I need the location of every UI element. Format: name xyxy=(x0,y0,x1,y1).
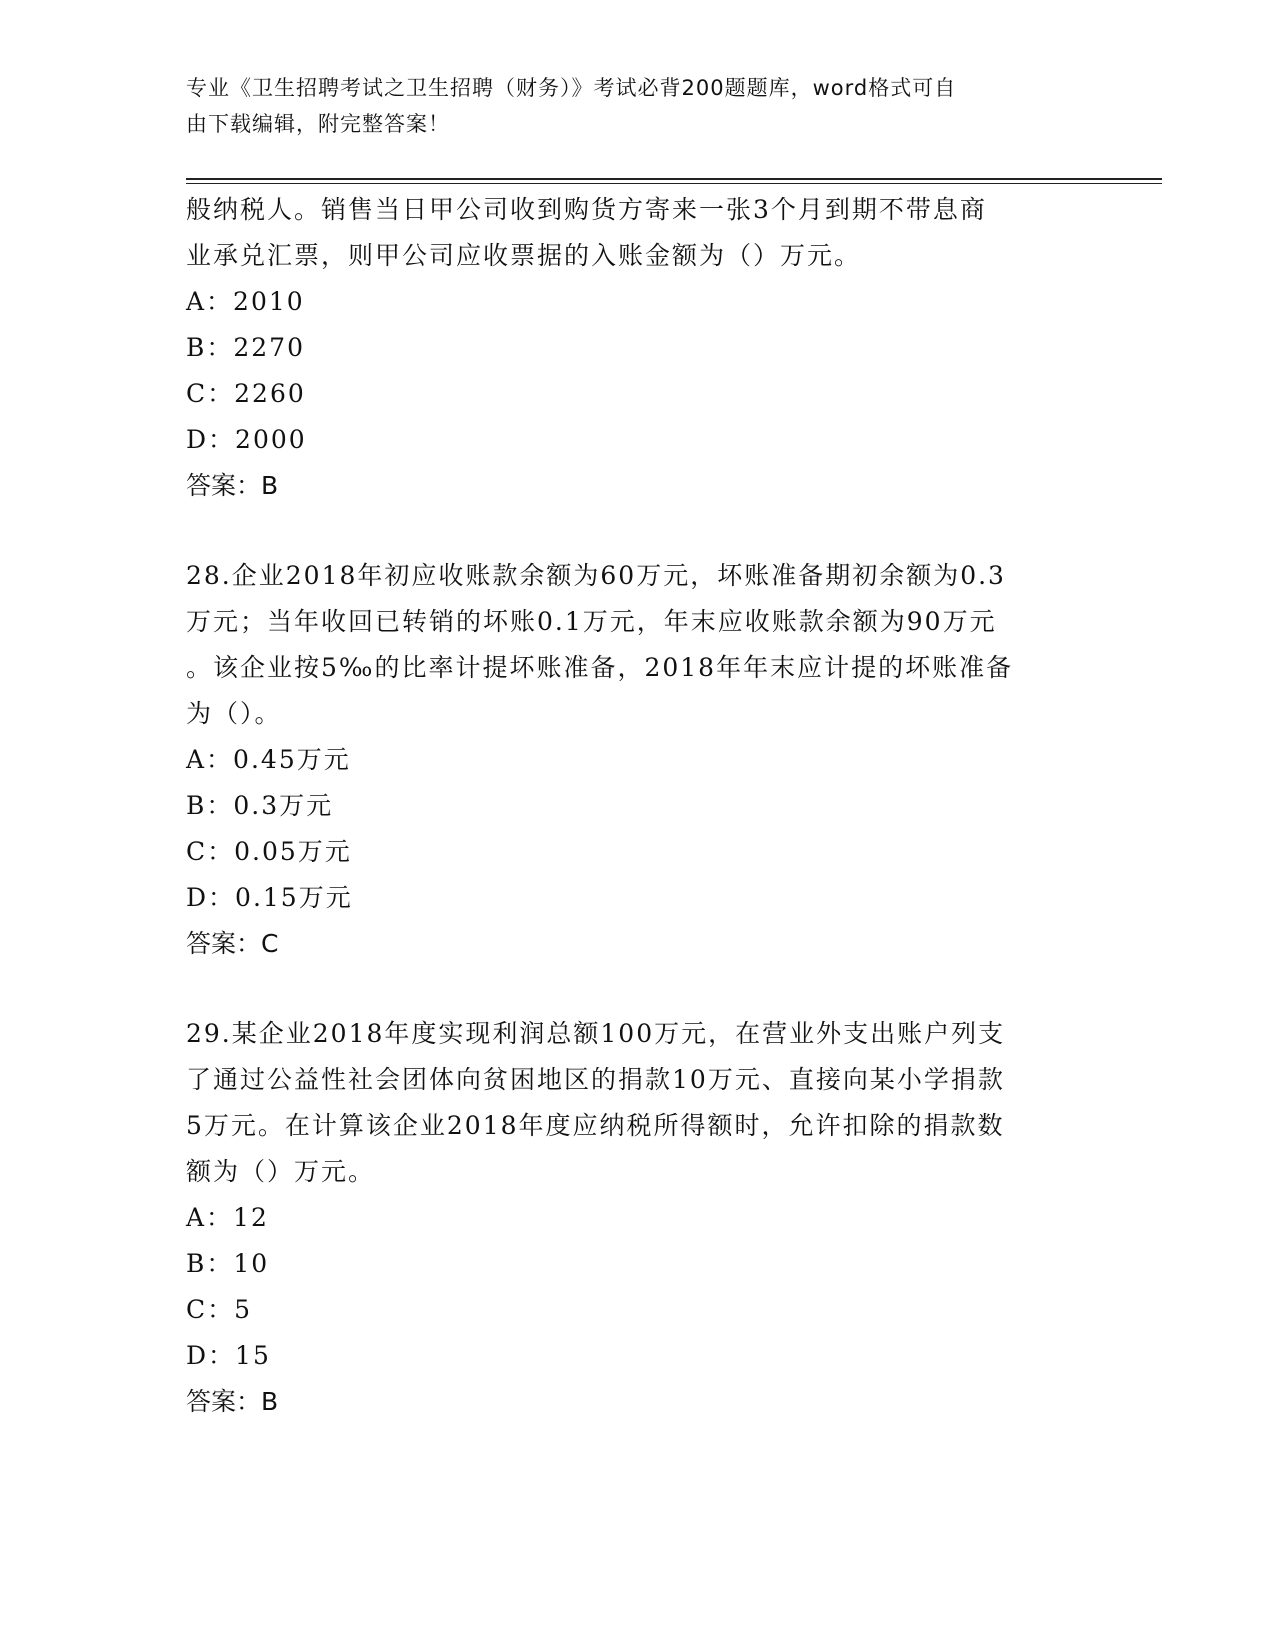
answer-line: 答案：B xyxy=(186,1387,279,1416)
option-a: A：12 xyxy=(186,1203,269,1232)
question-stem-line: 。该企业按5‰的比率计提坏账准备，2018年年末应计提的坏账准备 xyxy=(186,653,1014,682)
option-b: B：0.3万元 xyxy=(186,791,334,820)
option-a: A：2010 xyxy=(186,287,305,316)
option-b: B：2270 xyxy=(186,333,305,362)
option-c: C：5 xyxy=(186,1295,253,1324)
option-d: D：15 xyxy=(186,1341,271,1370)
header-divider-thin xyxy=(186,183,1162,184)
answer-line: 答案：B xyxy=(186,471,279,500)
question-stem-line: 业承兑汇票，则甲公司应收票据的入账金额为（）万元。 xyxy=(186,241,862,270)
option-a: A：0.45万元 xyxy=(186,745,351,774)
option-c: C：2260 xyxy=(186,379,306,408)
question-stem-line: 般纳税人。销售当日甲公司收到购货方寄来一张3个月到期不带息商 xyxy=(186,195,987,224)
question-stem-line: 为（）。 xyxy=(186,699,282,728)
question-stem-line: 5万元。在计算该企业2018年度应纳税所得额时，允许扣除的捐款数 xyxy=(186,1111,1005,1140)
answer-line: 答案：C xyxy=(186,929,279,958)
document-header xyxy=(186,70,1076,142)
option-d: D：2000 xyxy=(186,425,307,454)
question-stem-line: 万元；当年收回已转销的坏账0.1万元，年末应收账款余额为90万元 xyxy=(186,607,997,636)
question-stem-line: 29.某企业2018年度实现利润总额100万元，在营业外支出账户列支 xyxy=(186,1019,1006,1048)
header-divider-thick xyxy=(186,178,1162,180)
question-list xyxy=(186,187,1086,1425)
option-c: C：0.05万元 xyxy=(186,837,352,866)
question-stem-line: 了通过公益性社会团体向贫困地区的捐款10万元、直接向某小学捐款 xyxy=(186,1065,1005,1094)
question-stem-line: 28.企业2018年初应收账款余额为60万元，坏账准备期初余额为0.3 xyxy=(186,561,1006,590)
question-29 xyxy=(186,1011,1086,1425)
question-27 xyxy=(186,187,1086,509)
option-b: B：10 xyxy=(186,1249,270,1278)
header-line-2: 由下载编辑，附完整答案！ xyxy=(186,112,450,136)
question-stem-line: 额为（）万元。 xyxy=(186,1157,376,1186)
option-d: D：0.15万元 xyxy=(186,883,353,912)
header-line-1: 专业《卫生招聘考试之卫生招聘（财务）》考试必背200题题库，word格式可自 xyxy=(186,76,957,100)
question-28 xyxy=(186,553,1086,967)
